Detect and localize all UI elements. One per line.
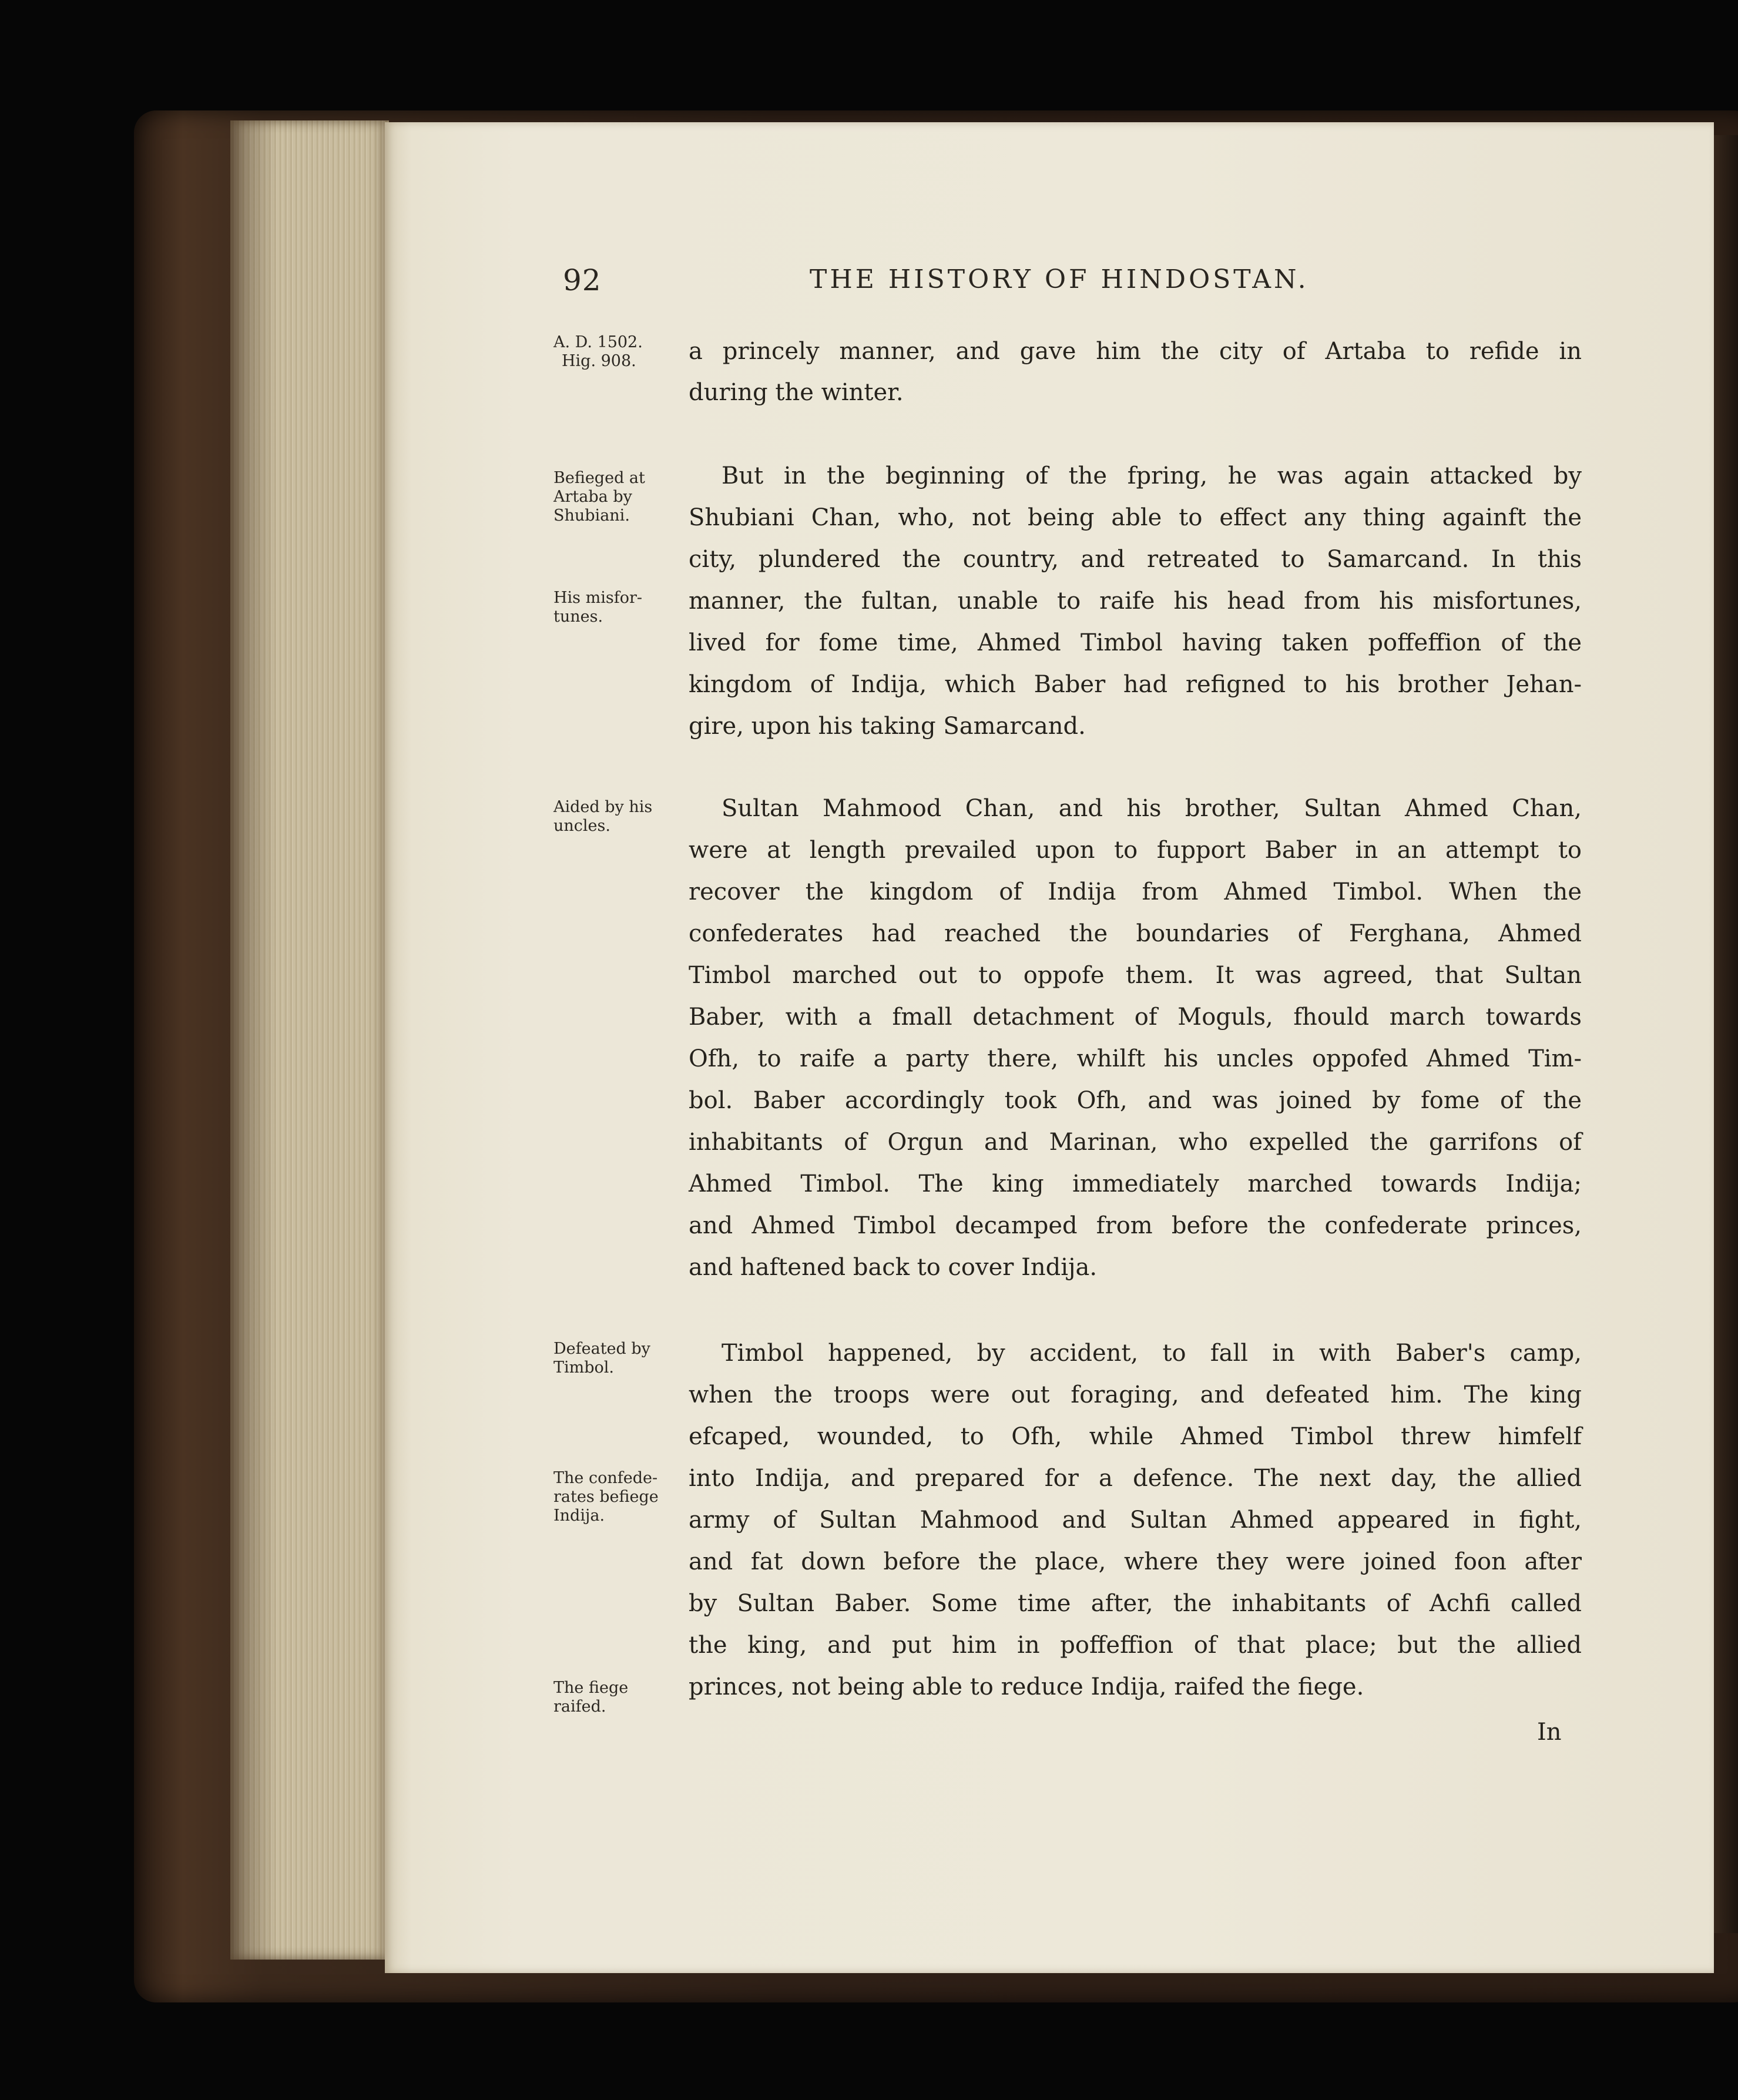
running-title: THE HISTORY OF HINDOSTAN.	[810, 264, 1309, 294]
text-line: and Ahmed Timbol decamped from before the confederate princes,	[689, 1212, 1582, 1239]
text-line: and fat down before the place, where they were joined foon after	[689, 1548, 1582, 1575]
margin-note-defeated: Defeated by Timbol.	[553, 1340, 650, 1377]
page-number: 92	[563, 263, 602, 297]
text-line: lived for fome time, Ahmed Timbol having taken poffeffion of the	[689, 629, 1582, 656]
text-line: confederates had reached the boundaries of Ferghana, Ahmed	[689, 920, 1582, 947]
text-line: manner, the fultan, unable to raife his head from his misfortunes,	[689, 588, 1582, 615]
text-line: Ahmed Timbol. The king immediately marched towards Indija;	[689, 1170, 1582, 1197]
text-line: Timbol happened, by accident, to fall in with Baber's camp,	[722, 1340, 1582, 1367]
text-line: Shubiani Chan, who, not being able to effect any thing againft the	[689, 504, 1582, 531]
text-line: gire, upon his taking Samarcand.	[689, 713, 1086, 740]
text-line: efcaped, wounded, to Ofh, while Ahmed Timbol threw himfelf	[689, 1423, 1582, 1450]
text-line: during the winter.	[689, 379, 904, 406]
margin-note-aided: Aided by his uncles.	[553, 798, 653, 835]
margin-note-siege-raised: The fiege raifed.	[553, 1679, 629, 1716]
margin-note-confederates: The confede- rates befiege Indija.	[553, 1469, 659, 1525]
text-line: recover the kingdom of Indija from Ahmed Timbol. When the	[689, 878, 1582, 905]
facing-page-strip	[1710, 135, 1738, 1933]
text-line: bol. Baber accordingly took Ofh, and was joined by fome of the	[689, 1087, 1582, 1114]
text-line: the king, and put him in poffeffion of that place; but the allied	[689, 1632, 1582, 1659]
text-line: princes, not being able to reduce Indija, raifed the fiege.	[689, 1673, 1364, 1700]
text-line: into Indija, and prepared for a defence. The next day, the allied	[689, 1465, 1582, 1492]
margin-note-misfortunes: His misfor- tunes.	[553, 589, 642, 626]
text-line: were at length prevailed upon to fupport Baber in an attempt to	[689, 837, 1582, 864]
text-line: a princely manner, and gave him the city of Artaba to refide in	[689, 338, 1582, 365]
text-line: Ofh, to raife a party there, whilft his uncles oppofed Ahmed Tim-	[689, 1045, 1582, 1072]
edge-shadow	[230, 120, 277, 1960]
text-line: Timbol marched out to oppofe them. It was agreed, that Sultan	[689, 962, 1582, 989]
text-line: city, plundered the country, and retreated to Samarcand. In this	[689, 546, 1582, 573]
text-line: army of Sultan Mahmood and Sultan Ahmed appeared in fight,	[689, 1507, 1582, 1534]
text-line: and haftened back to cover Indija.	[689, 1254, 1098, 1281]
page-header	[563, 263, 1462, 304]
catchword: In	[1537, 1719, 1562, 1746]
text-line: by Sultan Baber. Some time after, the inhabitants of Achfi called	[689, 1590, 1582, 1617]
text-line: when the troops were out foraging, and defeated him. The king	[689, 1381, 1582, 1408]
margin-note-date: A. D. 1502. Hig. 908.	[553, 333, 643, 370]
text-line: kingdom of Indija, which Baber had refigned to his brother Jehan-	[689, 671, 1582, 698]
text-line: Baber, with a fmall detachment of Moguls, fhould march towards	[689, 1004, 1582, 1031]
margin-note-besieged: Befieged at Artaba by Shubiani.	[553, 469, 645, 525]
text-line: Sultan Mahmood Chan, and his brother, Sultan Ahmed Chan,	[722, 795, 1582, 822]
text-line: But in the beginning of the fpring, he was again attacked by	[722, 462, 1582, 489]
text-line: inhabitants of Orgun and Marinan, who expelled the garrifons of	[689, 1129, 1582, 1156]
